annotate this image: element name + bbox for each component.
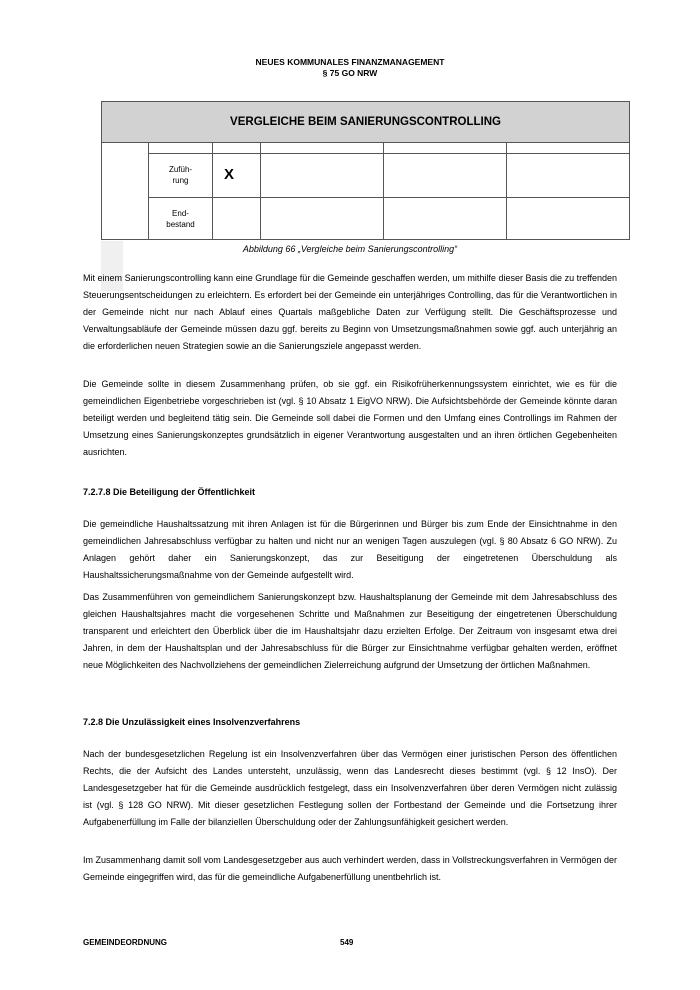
table-col-divider: [383, 143, 384, 239]
comparison-table: [101, 101, 630, 240]
page-header: [0, 57, 700, 79]
paragraph: Im Zusammenhang damit soll vom Landesgesetzgeber aus auch verhindert werden, dass in Vollstreckungsverfahren in Vermögen der Gemeinde eingegriffen wird, das für die gemeindliche Aufgabenerfüllung unentbehrlich ist.: [83, 855, 617, 882]
paragraph: Die Gemeinde sollte in diesem Zusammenhang prüfen, ob sie ggf. ein Risikofrüherkennungssystem einrichtet, wie es für die gemeindlichen Eigenbetriebe vorgeschrieben ist (vgl. § 10 Absatz 1 EigVO NRW). Die Aufsichtsbehörde der Gemeinde könnte daran beteiligt werden und begleitend tätig sein. Die Gemeinde soll dabei die Formen und den Umfang eines Controllings im Rahmen der Umsetzung eines Sanierungskonzeptes grundsätzlich in eigener Verantwortung ausgestalten und an ihren örtlichen Gegebenheiten ausrichten.: [83, 379, 617, 457]
paragraph: Die gemeindliche Haushaltssatzung mit ihren Anlagen ist für die Bürgerinnen und Bürger bis zum Ende der Einsichtnahme in den gemeindlichen Jahresabschluss verfügbar zu halten und nicht nur an wenigen Tagen auszulegen (vgl. § 80 Absatz 6 GO NRW). Zu Anlagen gehört daher ein Sanierungskonzept, das zur Beseitigung der eingetretenen Überschuldung als Haushaltssicherungsmaßnahme von der Gemeinde aufgestellt wird.: [83, 519, 617, 580]
page-number: 549: [340, 938, 354, 947]
checkmark-x: X: [224, 166, 235, 183]
header-line-2: § 75 GO NRW: [322, 68, 378, 78]
paragraph: Mit einem Sanierungscontrolling kann eine Grundlage für die Gemeinde geschaffen werden, um mithilfe dieser Basis die zu treffenden Steuerungsentscheidungen zu erleichtern. Es erfordert bei der Gemeinde ein unterjähriges Controlling, das für die Verantwortlichen in der Gemeinde nicht nur nach Ablauf eines Quartals maßgebliche Daten zur Verfügung stellt. Die Geschäftsprozesse und Verwaltungsabläufe der Gemeinde müssen dazu ggf. bereits zu Beginn von Umsetzungsmaßnahmen sowie ggf. auch unterjährig an die erforderlichen neuen Strategien sowie an die Sanierungsziele angepasst werden.: [83, 273, 617, 351]
table-col-divider: [506, 143, 507, 239]
table-left-strip: [102, 143, 148, 239]
paragraph: Das Zusammenführen von gemeindlichem Sanierungskonzept bzw. Haushaltsplanung der Gemeinde mit dem Jahresabschluss des gleichen Haushaltsjahres macht die vorgesehenen Schritte und Maßnahmen zur Beseitigung der eingetretenen Überschuldung transparent und erleichtert den Überblick über die im Haushaltsjahr dazu erzielten Erfolge. Der Zeitraum von insgesamt etwa drei Jahren, in dem der Haushaltsplan und der Jahresabschluss für die Bürger zur Einsichtnahme verfügbar gehalten werden, eröffnet neue Möglichkeiten des Nachvollziehens der gemeindlichen Zielerreichung aufgrund der Umsetzung der örtlichen Maßnahmen.: [83, 592, 617, 670]
table-col-divider: [212, 143, 213, 239]
row-label-line: Zufüh-: [168, 165, 193, 174]
section-heading: 7.2.7.8 Die Beteiligung der Öffentlichkeit: [83, 487, 256, 497]
table-col-divider: [260, 143, 261, 239]
figure-caption: Abbildung 66 „Vergleiche beim Sanierungscontrolling“: [242, 244, 458, 254]
row-label-zufuehrung: [149, 164, 212, 186]
table-row-divider: [148, 153, 629, 154]
footer-title: GEMEINDEORDNUNG: [83, 938, 168, 947]
row-label-endbestand: [149, 208, 212, 230]
paragraph: Nach der bundesgesetzlichen Regelung ist ein Insolvenzverfahren über das Vermögen einer juristischen Person des öffentlichen Rechts, die der Aufsicht des Landes untersteht, unzulässig, wenn das Landesrecht dieses bestimmt (vgl. § 12 InsO). Der Landesgesetzgeber hat für die Gemeinde ausdrücklich festgelegt, dass ein Insolvenzverfahren über deren Vermögen nicht zulässig ist (vgl. § 128 GO NRW). Mit dieser gesetzlichen Festlegung sollen der Fortbestand der Gemeinde und die Fortsetzung ihrer Aufgabenerfüllung im Falle der bilanziellen Überschuldung oder der Zahlungsunfähigkeit gesichert werden.: [83, 749, 617, 827]
table-title: VERGLEICHE BEIM SANIERUNGSCONTROLLING: [102, 102, 629, 143]
section-heading: 7.2.8 Die Unzulässigkeit eines Insolvenzverfahrens: [83, 717, 301, 727]
table-row-divider: [148, 197, 629, 198]
row-label-line: rung: [172, 176, 189, 185]
row-label-line: End-: [172, 209, 189, 218]
row-label-line: bestand: [166, 220, 195, 229]
header-line-1: NEUES KOMMUNALES FINANZMANAGEMENT: [255, 57, 445, 67]
